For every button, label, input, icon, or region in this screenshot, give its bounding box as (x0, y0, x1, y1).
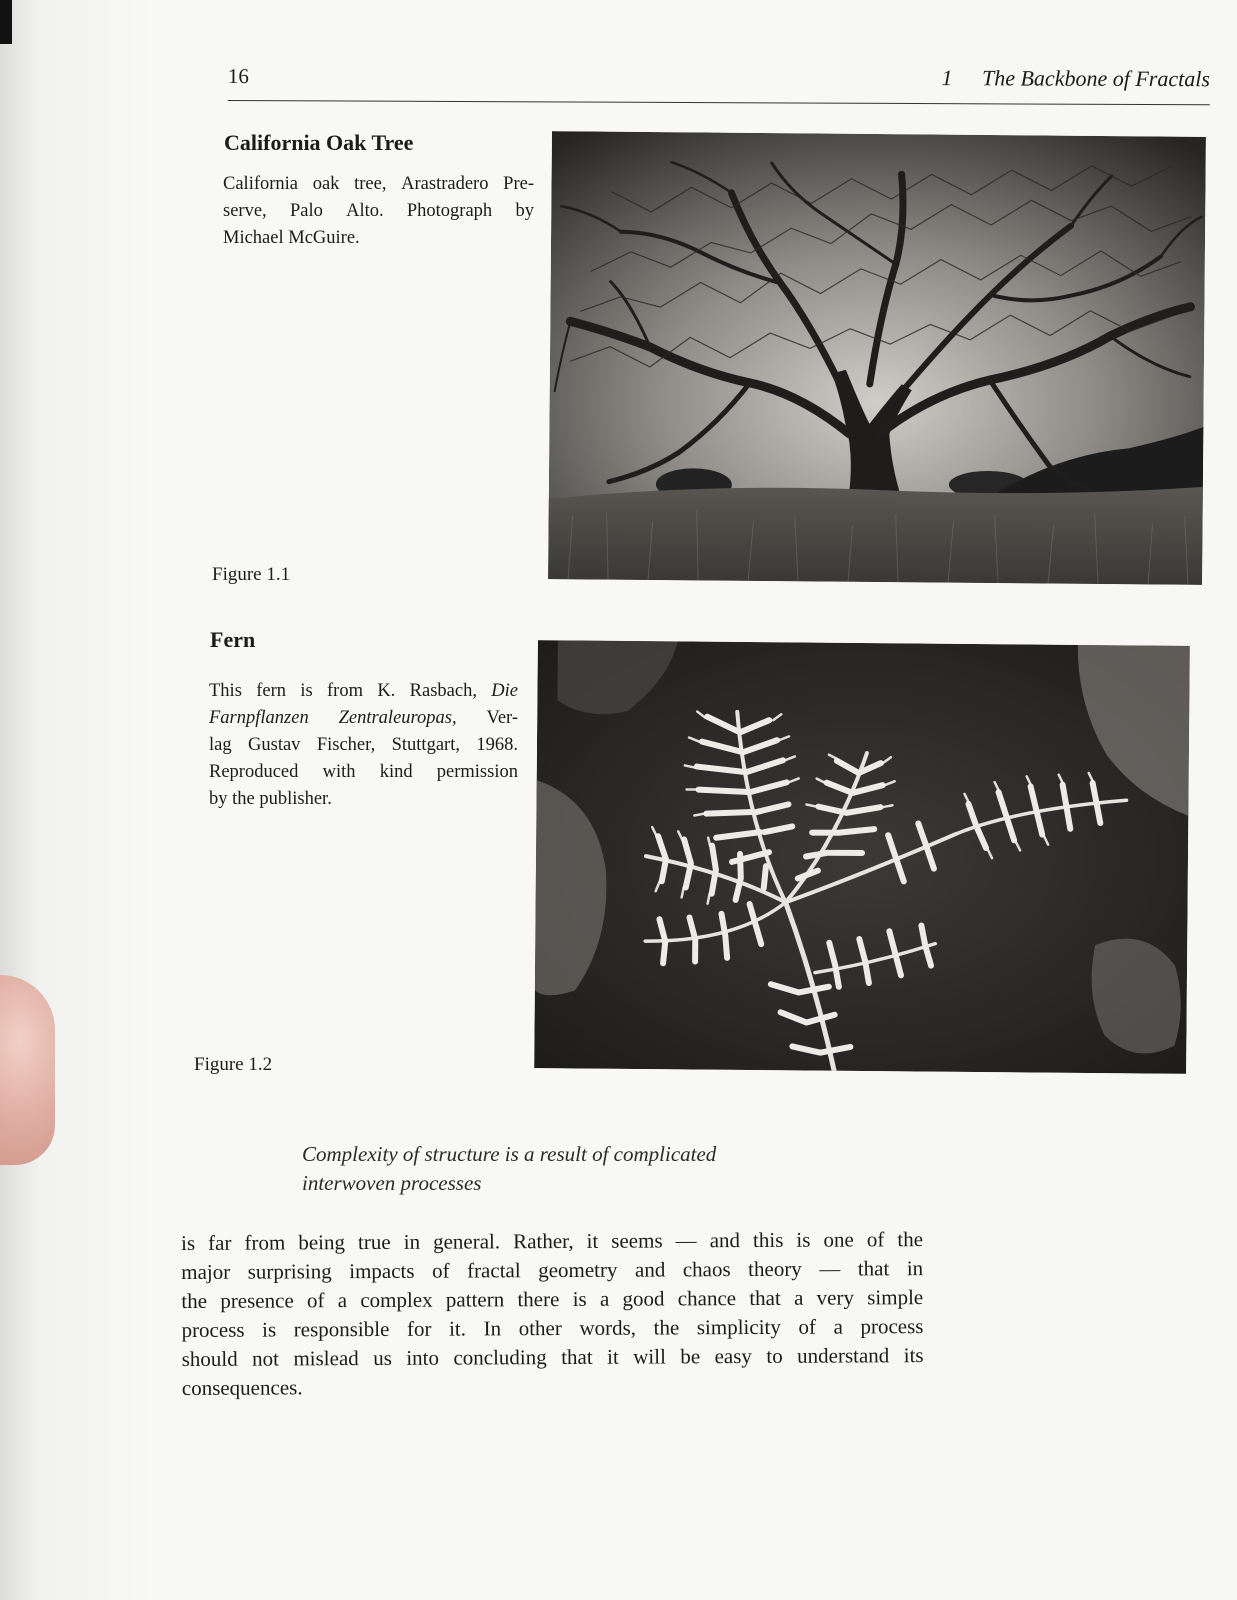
figure-2-caption (209, 678, 518, 813)
chapter-heading (941, 65, 1210, 92)
oak-tree-photo (548, 131, 1206, 585)
oak-tree-image (548, 131, 1206, 585)
fern-image (534, 640, 1190, 1074)
caption-line: California oak tree, Arastradero Pre- (223, 174, 534, 194)
chapter-number: 1 (941, 65, 953, 91)
running-head (228, 60, 1210, 105)
caption-line: This fern is from K. Rasbach, Die (209, 681, 518, 701)
body-line: should not mislead us into concluding that it will be easy to understand its (181, 1343, 924, 1371)
caption-line: Reproduced with kind permission (209, 762, 518, 782)
figure-1-title: California Oak Tree (224, 130, 414, 155)
body-paragraph (181, 1225, 924, 1403)
chapter-title: The Backbone of Fractals (981, 65, 1210, 92)
caption-line: Michael McGuire. (223, 228, 360, 248)
fern-photo (534, 640, 1190, 1074)
figure-2-title: Fern (210, 627, 256, 652)
highlighted-quote (302, 1140, 716, 1198)
caption-line: lag Gustav Fischer, Stuttgart, 1968. (209, 735, 518, 755)
page-number: 16 (227, 63, 249, 89)
body-line: consequences. (181, 1375, 303, 1400)
quote-line: interwoven processes (302, 1171, 482, 1195)
caption-line: by the publisher. (209, 789, 332, 809)
figure-2-label: Figure 1.2 (194, 1054, 273, 1075)
quote-line: Complexity of structure is a result of complicated (302, 1142, 717, 1166)
body-line: process is responsible for it. In other words, the simplicity of a process (181, 1314, 924, 1342)
body-line: is far from being true in general. Rather, it seems — and this is one of the (181, 1227, 924, 1255)
body-line: major surprising impacts of fractal geometry and chaos theory — that in (181, 1256, 924, 1284)
thumb (0, 975, 55, 1165)
figure-1-label: Figure 1.1 (212, 564, 291, 585)
scan-corner-mark (0, 0, 12, 44)
caption-line: serve, Palo Alto. Photograph by (223, 201, 534, 221)
body-line: the presence of a complex pattern there is a good chance that a very simple (181, 1285, 924, 1313)
caption-line: Farnpflanzen Zentraleuropas, Ver- (209, 708, 518, 728)
figure-1-caption (223, 171, 534, 252)
